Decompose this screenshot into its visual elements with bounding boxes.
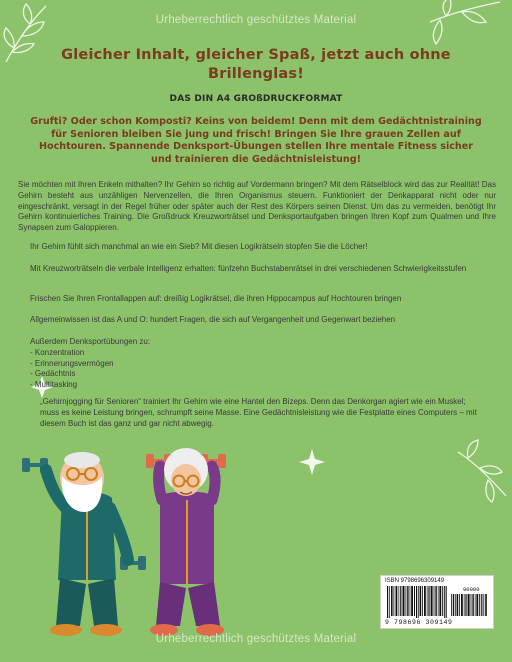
list-item: - Gedächtnis (30, 369, 76, 379)
bullet-item: Allgemeinwissen ist das A und O: hundert Fragen, die sich auf Vergangenheit und Gegenwart beziehen (30, 315, 396, 324)
closing-paragraph: „Gehirnjogging für Senioren“ trainiert Ihr Gehirn wie eine Hantel den Bizeps. Denn das Denkorgan agiert wie ein Muskel; muss es keine Leistung bringen, schrumpft seine Masse. Eine Gedächtnisleistung wie die Festplatte eines Computers – mit diesem Buch ist das ganz und gar nicht abwegig. (40, 397, 477, 428)
isbn-barcode (380, 575, 494, 629)
grandmother-illustration (146, 448, 226, 636)
exercise-list (30, 348, 480, 391)
body-paragraph: Sie möchten mit Ihren Enkeln mithalten? Ihr Gehirn so richtig auf Vordermann bringen? Mit dem Rätselblock wird das zur Realität! Das Gehirn besteht aus unzähligen Nervenzellen, die Ihren Organismus steuern. Funktioniert der Denkapparat nicht oder nur eingeschränkt, versagt in der Regel früher oder später auch der Rest des Körpers seinen Dienst. Um das zu vermeiden, benötigt Ihr Gehirn kontinuierliches Training. Die Großdruck Kreuzworträtsel und Denksportaufgaben bringen Ihren Kopf zum Qualmen und Ihre Synapsen zum Galoppieren. (18, 180, 496, 233)
bullet-item-exercises (30, 337, 480, 391)
intro-paragraph: Grufti? Oder schon Komposti? Keins von beidem! Denn mit dem Gedächtnistraining für Senioren bleiben Sie jung und frisch! Bringen Sie Ihre grauen Zellen auf Hochtouren. Spannende Denksport-Übungen stellen Ihre mentale Fitness sicher und trainieren die Gedächtnisleistung! (30, 116, 482, 165)
barcode-digits: 9 798696 309149 (385, 619, 453, 626)
exercises-title: Außerdem Denksportübungen zu: (30, 337, 151, 346)
watermark-top: Urheberrechtlich geschütztes Material (155, 14, 357, 26)
bullet-item: Ihr Gehirn fühlt sich manchmal an wie ein Sieb? Mit diesen Logikrätseln stopfen Sie die Löcher! (30, 242, 368, 251)
watermark-bottom: Urheberrechtlich geschütztes Material (155, 633, 357, 645)
price-code: 90000 (463, 586, 480, 593)
leaf-sprig-right-icon (458, 440, 506, 502)
list-item: - Konzentration (30, 347, 85, 357)
grandfather-illustration (22, 452, 146, 636)
list-item: - Erinnerungsvermögen (30, 358, 114, 368)
headline: Gleicher Inhalt, gleicher Spaß, jetzt auch ohne Brillenglas! (61, 47, 451, 82)
isbn-label: ISBN 9798696309149 (385, 578, 445, 584)
format-subheading: DAS DIN A4 GROßDRUCKFORMAT (169, 94, 343, 104)
sparkle-right-icon (299, 449, 325, 475)
bullet-item: Mit Kreuzworträtseln die verbale Intelligenz erhalten: fünfzehn Buchstabenrätsel in drei verschiedenen Schwierigkeitsstufen (30, 264, 467, 273)
bullet-item: Frischen Sie Ihren Frontallappen auf: dreißig Logikrätsel, die ihren Hippocampus auf Hochtouren bringen (30, 294, 402, 303)
list-item: - Multitasking (30, 380, 78, 390)
